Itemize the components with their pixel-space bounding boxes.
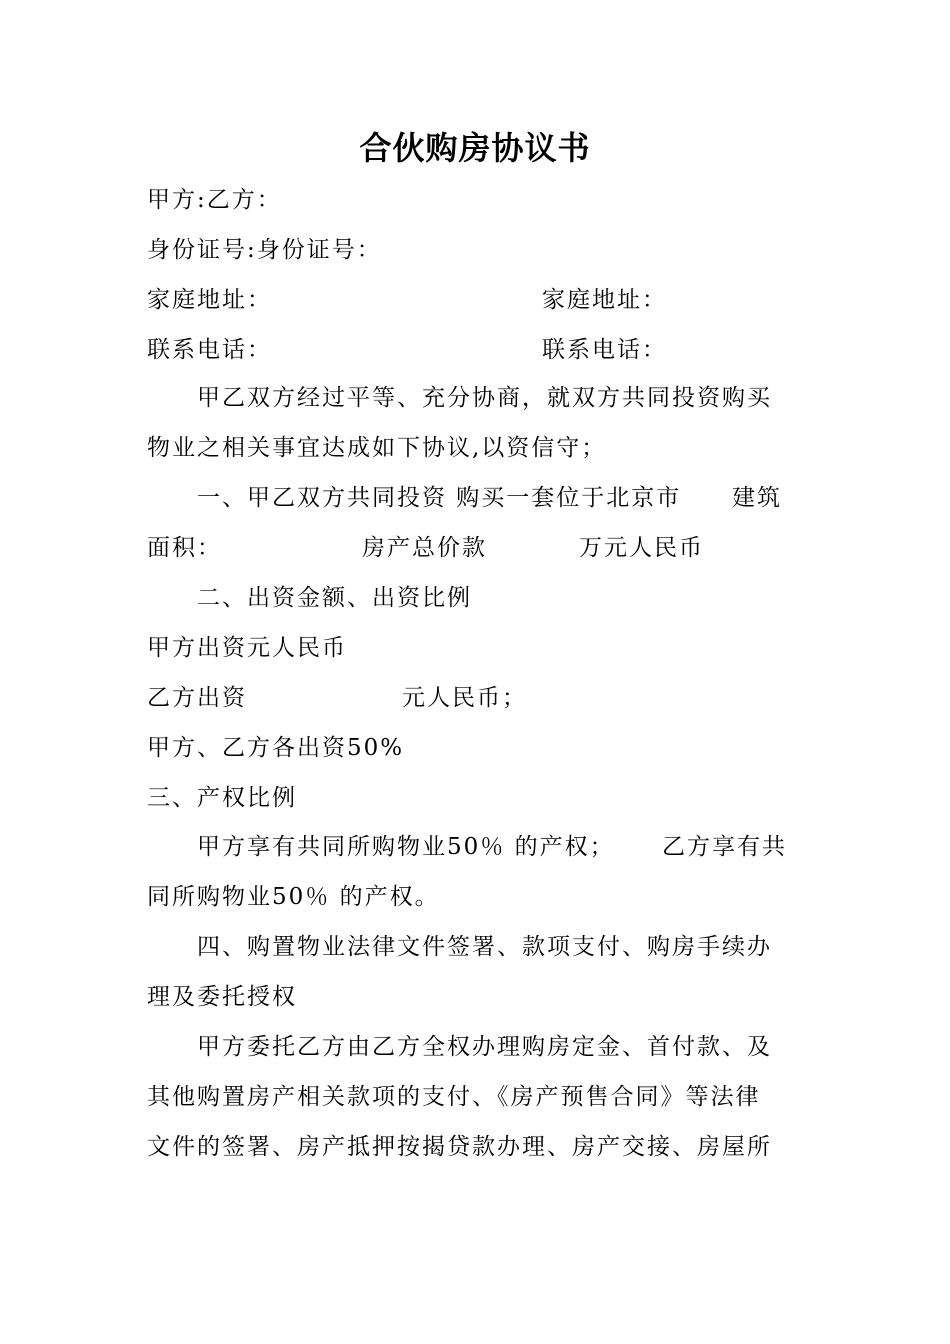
clause-3-heading: 三、产权比例 [147,785,297,811]
address-label-party-a: 家庭地址： [147,287,272,313]
document-title: 合伙购房协议书 [359,129,591,167]
clause-1-line-1 [197,481,787,515]
clause-2-heading: 二、出资金额、出资比例 [197,585,472,611]
intro-paragraph-line-2: 物业之相关事宜达成如下协议,以资信守； [147,435,607,461]
price-unit-label: 万元人民币 [579,535,704,561]
clause-4-body-line-2: 其他购置房产相关款项的支付、《房产预售合同》等法律 [147,1084,761,1110]
clause-1-building-text: 建筑 [732,485,782,511]
clause-3-line-1 [197,830,792,864]
id-number-line: 身份证号:身份证号： [147,237,382,263]
clause-1-line-2 [147,531,787,565]
party-b-contribution-label: 乙方出资 [147,685,247,711]
clause-3-party-a-share: 甲方享有共同所购物业50％ 的产权； [197,834,615,860]
clause-3-line-2: 同所购物业50％ 的产权。 [147,884,440,910]
phone-label-party-a: 联系电话： [147,337,272,363]
party-line: 甲方:乙方： [147,187,282,213]
intro-paragraph-line-1: 甲乙双方经过平等、充分协商，就双方共同投资购买 [197,385,772,411]
area-label: 面积： [147,535,222,561]
each-party-contribution: 甲方、乙方各出资50% [147,735,405,761]
clause-3-party-b-share-start: 乙方享有共 [662,834,787,860]
clause-4-body-line-3: 文件的签署、房产抵押按揭贷款办理、房产交接、房屋所 [147,1134,772,1160]
clause-1-location-text: 一、甲乙双方共同投资 购买一套位于北京市 [197,485,682,511]
clause-4-body-line-1: 甲方委托乙方由乙方全权办理购房定金、首付款、及 [197,1034,772,1060]
party-b-contribution-unit: 元人民币； [402,685,527,711]
phone-label-party-b: 联系电话： [542,337,667,363]
party-a-contribution: 甲方出资元人民币 [147,635,347,661]
party-b-contribution-line [147,681,547,715]
clause-4-heading-line-2: 理及委托授权 [147,984,297,1010]
total-price-label: 房产总价款 [362,535,487,561]
address-label-party-b: 家庭地址： [542,287,667,313]
clause-4-heading-line-1: 四、购置物业法律文件签署、款项支付、购房手续办 [197,934,772,960]
